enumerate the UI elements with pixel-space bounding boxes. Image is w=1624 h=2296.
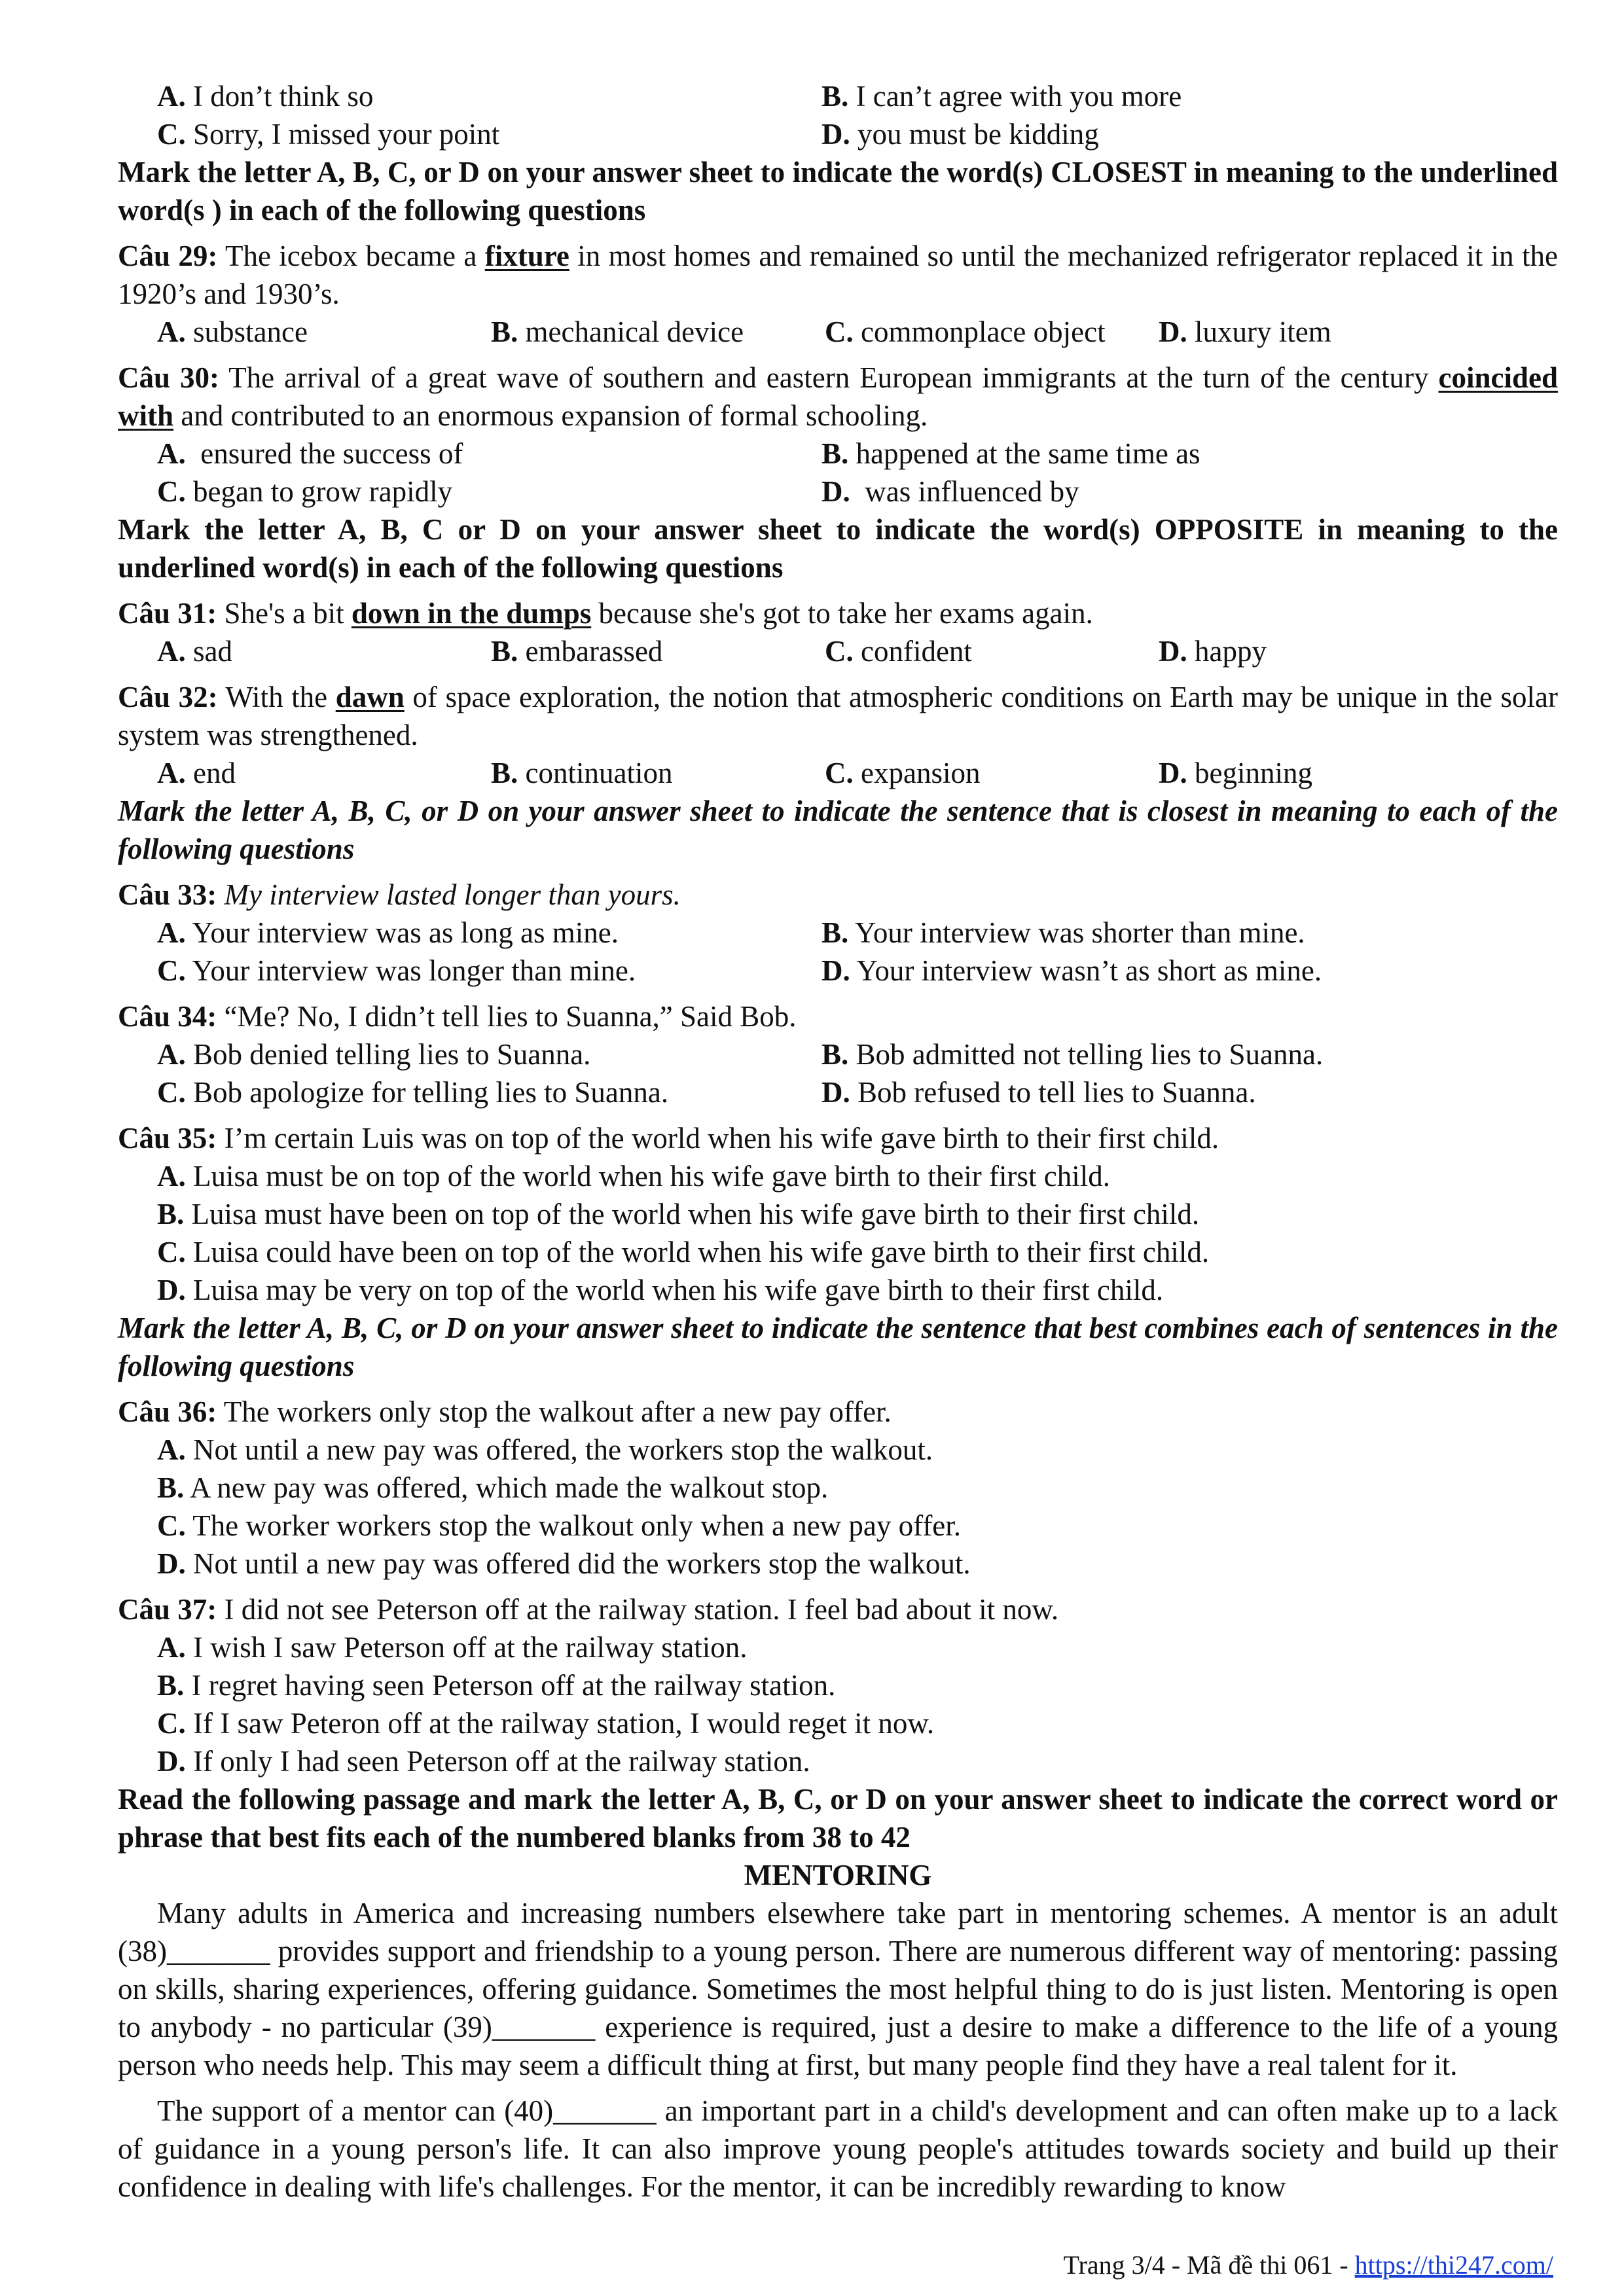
q28-options-row-2 (118, 115, 1558, 153)
q32-options (118, 754, 1558, 792)
option-d (821, 952, 1558, 990)
option-text: substance (193, 315, 308, 348)
instruction-combine: Mark the letter A, B, C, or D on your answer sheet to indicate the sentence that best combines each of sentences in the following questions (118, 1312, 1558, 1382)
option-a (118, 77, 821, 115)
question-36 (118, 1393, 1558, 1431)
option-a (118, 632, 491, 670)
question-text: in most homes and remained so until the mechanized refrigerator replaced it in the 1920’s and 1930’s. (118, 240, 1559, 310)
option-text: was influenced by (865, 475, 1079, 508)
option-a (118, 1157, 1558, 1195)
option-text: commonplace object (861, 315, 1106, 348)
option-letter: B. (491, 757, 518, 789)
option-text: you must be kidding (857, 118, 1099, 151)
option-letter: C. (157, 954, 186, 987)
question-label: Câu 35: (118, 1122, 217, 1155)
option-letter: C. (825, 315, 854, 348)
q28-options-row-1 (118, 77, 1558, 115)
instruction-passage: Read the following passage and mark the letter A, B, C, or D on your answer sheet to indicate the correct word or phrase that best fits each of the numbered blanks from 38 to 42 (118, 1783, 1558, 1854)
question-text: She's a bit (224, 597, 344, 630)
question-30 (118, 359, 1558, 435)
question-text: The icebox became a (225, 240, 477, 272)
passage-paragraph-1: Many adults in America and increasing numbers elsewhere take part in mentoring schemes. A mentor is an adult (38)_______ provides support and friendship to a young person. There are numerous different way of mentoring: passing on skills, sharing experiences, offering guidance. Sometimes the most helpful thing to do is just listen. Mentoring is open to anybody - no particular (39)_______ experience is required, just a desire to make a difference to the life of a young person who needs help. This may seem a difficult thing at first, but many people find they have a real talent for it. (118, 1897, 1558, 2081)
option-text: I regret having seen Peterson off at the railway station. (191, 1669, 836, 1702)
q29-options (118, 313, 1558, 351)
underlined-word: down in the dumps (351, 597, 592, 630)
option-b (118, 1469, 1558, 1507)
option-text: I wish I saw Peterson off at the railway station. (193, 1631, 748, 1664)
option-letter: D. (1159, 757, 1187, 789)
option-text: confident (861, 635, 972, 668)
option-text: happy (1195, 635, 1267, 668)
option-a (118, 914, 821, 952)
option-text: I can’t agree with you more (856, 80, 1182, 113)
option-text: A new pay was offered, which made the walkout stop. (190, 1471, 829, 1504)
question-35 (118, 1119, 1558, 1157)
question-32 (118, 678, 1558, 754)
question-label: Câu 33: (118, 878, 217, 911)
option-text: Bob admitted not telling lies to Suanna. (856, 1038, 1324, 1071)
option-text: Not until a new pay was offered did the workers stop the walkout. (193, 1547, 971, 1580)
question-text: “Me? No, I didn’t tell lies to Suanna,” Said Bob. (224, 1000, 797, 1033)
option-letter: D. (1159, 315, 1187, 348)
option-c (118, 1507, 1558, 1545)
option-text: Luisa must have been on top of the world when his wife gave birth to their first child. (191, 1198, 1200, 1230)
option-b (491, 754, 825, 792)
option-letter: D. (157, 1547, 186, 1580)
option-d (1159, 313, 1558, 351)
option-text: Luisa must be on top of the world when his wife gave birth to their first child. (193, 1160, 1110, 1193)
option-letter: B. (821, 1038, 849, 1071)
passage-title: MENTORING (744, 1859, 932, 1892)
option-letter: C. (157, 1236, 186, 1268)
option-c (118, 1704, 1558, 1742)
option-letter: A. (157, 315, 186, 348)
question-label: Câu 32: (118, 681, 218, 713)
footer-text: Trang 3/4 - Mã đề thi 061 - (1063, 2250, 1348, 2280)
option-text: Bob refused to tell lies to Suanna. (857, 1076, 1256, 1109)
question-text: of space exploration, the notion that atmospheric conditions on Earth may be unique in the solar system was strengthened. (118, 681, 1559, 751)
option-d (821, 473, 1558, 511)
option-text: The worker workers stop the walkout only when a new pay offer. (192, 1509, 962, 1542)
option-text: Your interview was longer than mine. (192, 954, 636, 987)
option-d (821, 115, 1558, 153)
option-letter: A. (157, 916, 186, 949)
q30-options-row-2 (118, 473, 1558, 511)
option-letter: D. (157, 1274, 186, 1306)
question-text: I did not see Peterson off at the railway station. I feel bad about it now. (224, 1593, 1059, 1626)
option-text: Not until a new pay was offered, the workers stop the walkout. (193, 1433, 933, 1466)
option-letter: A. (157, 635, 186, 668)
option-letter: A. (157, 1160, 186, 1193)
question-label: Câu 29: (118, 240, 218, 272)
question-text: The workers only stop the walkout after a new pay offer. (223, 1395, 892, 1428)
passage-paragraph-2: The support of a mentor can (40)_______ an important part in a child's development and can often make up to a lack of guidance in a young person's life. It can also improve young people's attitudes towards society and build up their confidence in dealing with life's challenges. For the mentor, it can be incredibly rewarding to know (118, 2094, 1558, 2203)
option-text: Bob apologize for telling lies to Suanna. (193, 1076, 669, 1109)
option-letter: D. (1159, 635, 1187, 668)
footer-link[interactable]: https://thi247.com/ (1354, 2250, 1553, 2280)
q34-options-row-1 (118, 1035, 1558, 1073)
option-letter: B. (157, 1198, 185, 1230)
underlined-word: fixture (484, 240, 569, 272)
option-text: mechanical device (525, 315, 744, 348)
option-letter: C. (157, 1076, 186, 1109)
option-letter: C. (157, 1707, 186, 1740)
option-b (491, 632, 825, 670)
option-letter: C. (157, 1509, 186, 1542)
option-c (118, 952, 821, 990)
question-text: With the (225, 681, 328, 713)
option-text: continuation (525, 757, 673, 789)
option-a (118, 435, 821, 473)
q33-options-row-2 (118, 952, 1558, 990)
instruction-opposite-word: Mark the letter A, B, C or D on your answer sheet to indicate the word(s) OPPOSITE in meaning to the underlined word(s) in each of the following questions (118, 513, 1558, 584)
option-text: Your interview wasn’t as short as mine. (856, 954, 1322, 987)
underlined-word: dawn (335, 681, 405, 713)
option-letter: A. (157, 1631, 186, 1664)
option-d (118, 1545, 1558, 1583)
option-letter: A. (157, 757, 186, 789)
option-text: embarassed (525, 635, 663, 668)
q34-options-row-2 (118, 1073, 1558, 1111)
option-letter: B. (821, 437, 849, 470)
option-a (118, 1431, 1558, 1469)
option-letter: A. (157, 1433, 186, 1466)
question-text: My interview lasted longer than yours. (224, 878, 681, 911)
option-c (118, 1073, 821, 1111)
option-letter: C. (825, 635, 854, 668)
question-label: Câu 30: (118, 361, 219, 394)
option-text: happened at the same time as (856, 437, 1200, 470)
option-c (118, 115, 821, 153)
option-letter: B. (157, 1669, 185, 1702)
option-text: began to grow rapidly (193, 475, 453, 508)
option-d (1159, 754, 1558, 792)
question-29 (118, 237, 1558, 313)
option-text: If I saw Peteron off at the railway station, I would reget it now. (193, 1707, 935, 1740)
option-b (821, 1035, 1558, 1073)
option-letter: A. (157, 437, 186, 470)
option-letter: D. (821, 1076, 850, 1109)
option-letter: C. (157, 118, 186, 151)
instruction-closest-sentence: Mark the letter A, B, C, or D on your answer sheet to indicate the sentence that is closest in meaning to each of the following questions (118, 795, 1558, 865)
option-d (118, 1271, 1558, 1309)
q33-options-row-1 (118, 914, 1558, 952)
option-d (821, 1073, 1558, 1111)
option-letter: D. (821, 954, 850, 987)
option-text: ensured the success of (200, 437, 463, 470)
option-letter: A. (157, 1038, 186, 1071)
option-letter: C. (825, 757, 854, 789)
option-b (491, 313, 825, 351)
option-text: Luisa may be very on top of the world when his wife gave birth to their first child. (193, 1274, 1164, 1306)
option-letter: B. (821, 80, 849, 113)
option-a (118, 313, 491, 351)
question-label: Câu 37: (118, 1593, 217, 1626)
question-text: I’m certain Luis was on top of the world when his wife gave birth to their first child. (224, 1122, 1219, 1155)
option-text: I don’t think so (193, 80, 374, 113)
question-text: The arrival of a great wave of southern and eastern European immigrants at the turn of the century (228, 361, 1429, 394)
option-letter: B. (821, 916, 849, 949)
option-letter: C. (157, 475, 186, 508)
option-c (825, 313, 1159, 351)
q30-options-row-1 (118, 435, 1558, 473)
question-31 (118, 594, 1558, 632)
option-text: Your interview was as long as mine. (192, 916, 619, 949)
option-b (821, 77, 1558, 115)
option-b (118, 1195, 1558, 1233)
question-33 (118, 876, 1558, 914)
question-text: and contributed to an enormous expansion of formal schooling. (181, 399, 928, 432)
question-label: Câu 31: (118, 597, 217, 630)
option-text: beginning (1195, 757, 1312, 789)
option-b (821, 914, 1558, 952)
option-c (825, 754, 1159, 792)
q31-options (118, 632, 1558, 670)
option-text: Luisa could have been on top of the world when his wife gave birth to their first child. (193, 1236, 1210, 1268)
question-37 (118, 1590, 1558, 1628)
option-c (118, 473, 821, 511)
option-text: Sorry, I missed your point (193, 118, 500, 151)
option-text: sad (193, 635, 232, 668)
option-letter: B. (491, 635, 518, 668)
option-text: Your interview was shorter than mine. (854, 916, 1305, 949)
question-label: Câu 36: (118, 1395, 217, 1428)
option-d (118, 1742, 1558, 1780)
option-text: end (193, 757, 236, 789)
option-text: luxury item (1195, 315, 1331, 348)
option-d (1159, 632, 1558, 670)
option-letter: D. (821, 475, 850, 508)
option-letter: D. (821, 118, 850, 151)
option-letter: B. (491, 315, 518, 348)
option-c (118, 1233, 1558, 1271)
question-34 (118, 997, 1558, 1035)
option-a (118, 1035, 821, 1073)
option-b (821, 435, 1558, 473)
option-text: Bob denied telling lies to Suanna. (193, 1038, 591, 1071)
option-b (118, 1666, 1558, 1704)
page-footer (1064, 2249, 1554, 2282)
option-letter: A. (157, 80, 186, 113)
instruction-closest-word: Mark the letter A, B, C, or D on your answer sheet to indicate the word(s) CLOSEST in meaning to the underlined word(s ) in each of the following questions (118, 156, 1558, 226)
option-c (825, 632, 1159, 670)
underlined-word: coincided with (118, 361, 1559, 432)
option-a (118, 754, 491, 792)
option-text: If only I had seen Peterson off at the railway station. (193, 1745, 810, 1778)
option-letter: B. (157, 1471, 185, 1504)
question-label: Câu 34: (118, 1000, 217, 1033)
option-a (118, 1628, 1558, 1666)
question-text: because she's got to take her exams again. (598, 597, 1093, 630)
option-letter: D. (157, 1745, 186, 1778)
exam-page (118, 77, 1558, 2206)
option-text: expansion (861, 757, 981, 789)
